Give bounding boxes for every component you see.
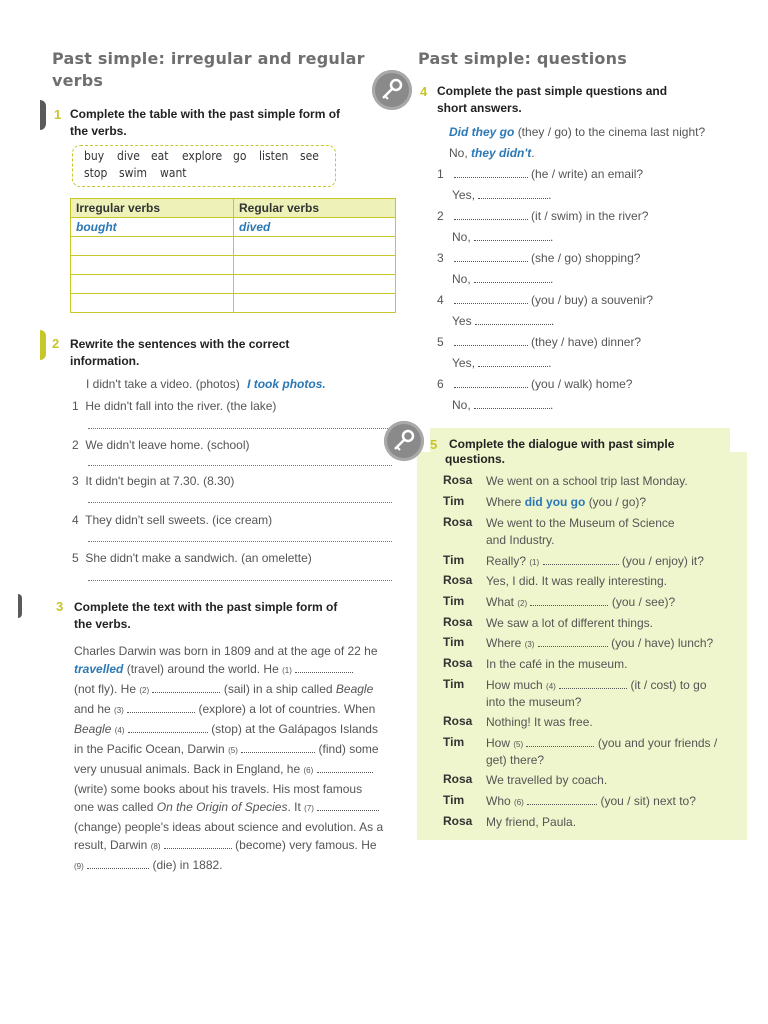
text-fragment: very unusual animals. Back in England, he [74,762,301,776]
table-header-row [71,199,396,218]
text-fragment: No, [449,146,468,160]
short-answer-prefix: No, [452,230,471,244]
text-fragment: . [531,146,535,160]
book-title: On the Origin of Species [156,800,288,814]
gap-number: (5) [513,740,524,749]
table-cell-blank[interactable] [71,294,234,313]
text-fragment: one was called [74,800,154,814]
table-cell-blank[interactable] [71,237,234,256]
answer-gap[interactable] [241,742,315,753]
answer-gap[interactable] [527,794,597,805]
text-fragment: (it / cost) to go [630,678,707,692]
verbs-table [70,198,396,313]
text-fragment: (you and your friends / [597,736,718,750]
text-line [74,720,394,740]
example-answer: they didn't [471,146,532,160]
text-fragment: (not fly). He [74,682,137,696]
exercise-2-item-4 [72,511,272,529]
text-line: Charles Darwin was born in 1809 and at the age of 22 he [74,644,378,658]
item-question: (he / write) an email? [531,167,644,181]
word: eat [151,149,169,163]
exercise-marker [18,594,22,618]
item-text: She didn't make a sandwich. (an omelette) [85,551,312,565]
item-number: 4 [72,513,79,527]
short-answer-prefix: Yes [452,314,472,328]
text-line [74,740,394,760]
text-line [74,856,394,876]
word: see [300,149,319,163]
gap-number: (4) [546,682,556,691]
item-number: 3 [72,474,79,488]
item-number: 5 [72,551,79,565]
word: dive [117,149,140,163]
dialogue-line: and Industry. [486,533,555,547]
speaker-name: Rosa [443,615,473,629]
text-fragment: (become) very famous. He [235,838,377,852]
text-fragment: . It [287,800,301,814]
exercise-4-item-5 [437,333,641,351]
answer-line[interactable] [88,465,392,466]
exercise-4-instruction-line2: short answers. [437,101,522,115]
exercise-4-answer-3: No, . [452,272,554,286]
exercise-1-number: 1 [54,107,62,122]
short-answer-prefix: Yes, [452,356,475,370]
text-fragment: (sail) in a ship called [223,682,333,696]
answer-gap[interactable] [454,335,528,346]
gap-number: (5) [228,746,238,755]
speaker-name: Rosa [443,573,473,587]
gap-number: (1) [529,558,540,567]
text-fragment: Who [486,794,511,808]
answer-gap[interactable] [474,398,550,409]
ship-name: Beagle [335,682,374,696]
speaker-name: Rosa [443,473,473,487]
key-icon [372,70,412,110]
text-fragment: Really? [486,554,527,568]
exercise-2-item-3 [72,472,234,490]
exercise-2-item-1 [72,397,276,415]
answer-gap[interactable] [478,356,548,367]
speaker-name: Rosa [443,772,473,786]
item-number: 3 [437,251,444,265]
answer-gap[interactable] [152,682,220,693]
text-line [74,836,394,856]
speaker-name: Rosa [443,814,473,828]
gap-number: (6) [514,798,524,807]
exercise-marker [40,330,46,360]
item-number: 5 [437,335,444,349]
key-icon [384,421,424,461]
speaker-name: Tim [443,793,465,807]
answer-line[interactable] [88,541,392,542]
exercise-4-item-6 [437,375,632,393]
item-number: 2 [72,438,79,452]
item-question: (you / walk) home? [531,377,633,391]
table-cell-example: bought [71,218,234,237]
item-text: It didn't begin at 7.30. (8.30) [85,474,235,488]
text-fragment: (you / see)? [611,595,676,609]
answer-gap[interactable] [454,293,528,304]
answer-gap[interactable] [454,167,528,178]
exercise-4-example-answer [449,144,535,162]
example-sentence: I didn't take a video. (photos) [86,377,240,391]
word: want [160,166,187,180]
answer-gap[interactable] [475,314,551,325]
short-answer-prefix: No, [452,272,471,286]
answer-gap[interactable] [454,251,528,262]
item-text: They didn't sell sweets. (ice cream) [85,513,273,527]
exercise-4-instruction-line1: Complete the past simple questions and [437,84,668,98]
exercise-4-item-1 [437,165,643,183]
exercise-3-number: 3 [56,599,64,614]
dialogue-line: Nothing! It was free. [486,715,593,729]
text-fragment: (you / enjoy) it? [621,554,704,568]
exercise-5-instruction-line2: questions. [445,452,506,466]
gap-number: (7) [304,804,314,813]
table-header-irregular: Irregular verbs [71,199,234,218]
dialogue-line [486,677,707,695]
answer-gap[interactable] [454,377,528,388]
speaker-name: Tim [443,735,465,749]
item-question: (they / have) dinner? [531,335,642,349]
exercise-4-answer-1: Yes, . [452,188,552,202]
exercise-3-instruction-line1: Complete the text with the past simple form of [74,600,338,614]
text-fragment: How [486,736,511,750]
table-row [71,275,396,294]
gap-number: (2) [139,686,150,695]
exercise-5-instruction-line1: Complete the dialogue with past simple [449,437,675,451]
answer-gap[interactable] [317,800,379,811]
speaker-name: Rosa [443,714,473,728]
text-fragment: (stop) at the Galápagos Islands [211,722,378,736]
text-fragment: (they / go) to the cinema last night? [517,125,706,139]
item-number: 1 [72,399,79,413]
table-row [71,237,396,256]
exercise-2-number: 2 [52,336,60,351]
text-fragment: What [486,595,515,609]
answer-gap[interactable] [295,662,353,673]
dialogue-line [486,594,675,612]
text-fragment: (you / sit) next to? [600,794,696,808]
text-fragment: and he [74,702,111,716]
exercise-5-number: 5 [430,437,438,452]
dialogue-line: We saw a lot of different things. [486,616,653,630]
key-glyph [372,70,412,110]
dialogue-line: into the museum? [486,695,582,709]
answer-gap[interactable] [128,722,208,733]
exercise-4-item-3 [437,249,640,267]
text-line [74,798,394,818]
text-fragment: (find) some [318,742,379,756]
dialogue-line [486,494,646,511]
exercise-4-item-2 [437,207,648,225]
table-cell-blank[interactable] [234,275,396,294]
exercise-4-example-question [449,123,705,141]
gap-number: (3) [524,640,535,649]
answer-gap[interactable] [164,838,232,849]
text-line [74,680,394,700]
exercise-4-item-4 [437,291,653,309]
dialogue-line: get) there? [486,753,545,767]
table-cell-blank[interactable] [234,294,396,313]
answer-gap[interactable] [454,209,528,220]
dialogue-line: Yes, I did. It was really interesting. [486,574,667,588]
table-cell-blank[interactable] [71,256,234,275]
speaker-name: Tim [443,635,465,649]
word: swim [119,166,147,180]
gap-number: (1) [282,666,292,675]
exercise-2-example [86,375,326,393]
item-text: We didn't leave home. (school) [85,438,250,452]
text-line [74,700,394,720]
text-line: (change) people's ideas about science and evolution. As a [74,820,384,834]
exercise-1-instruction-line1: Complete the table with the past simple form of [70,107,341,121]
speaker-name: Tim [443,553,465,567]
speaker-name: Tim [443,677,465,691]
exercise-4-answer-2: No, . [452,230,554,244]
answer-gap[interactable] [87,858,149,869]
answer-gap[interactable] [530,595,608,606]
item-number: 6 [437,377,444,391]
exercise-marker [40,100,46,130]
word: go [233,149,247,163]
word: listen [259,149,289,163]
example-answer: I took photos. [247,377,326,391]
exercise-4-answer-5: Yes, . [452,356,552,370]
right-title: Past simple: questions [418,49,627,68]
dialogue-line [486,553,704,571]
dialogue-line [486,735,717,753]
item-question: (you / buy) a souvenir? [531,293,654,307]
exercise-2-item-5 [72,549,312,567]
ship-name: Beagle [74,722,112,736]
short-answer-prefix: Yes, [452,188,475,202]
text-fragment: How much [486,678,543,692]
text-fragment: (die) in 1882. [152,858,223,872]
speaker-name: Rosa [443,515,473,529]
text-fragment: (you / go)? [588,495,647,509]
exercise-4-answer-4: Yes . [452,314,555,328]
exercise-4-number: 4 [420,84,428,99]
answer-gap[interactable] [526,736,594,747]
exercise-4-answer-6: No, . [452,398,554,412]
table-cell-blank[interactable] [234,237,396,256]
text-line [74,660,394,680]
dialogue-line: In the café in the museum. [486,657,628,671]
exercise-3-instruction-line2: the verbs. [74,617,131,631]
table-cell-blank[interactable] [234,256,396,275]
exercise-2-item-2 [72,436,250,454]
text-line [74,760,394,780]
gap-number: (3) [114,706,124,715]
table-header-regular: Regular verbs [234,199,396,218]
answer-gap[interactable] [543,554,619,565]
item-number: 2 [437,209,444,223]
exercise-1-instruction-line2: the verbs. [70,124,127,138]
gap-number: (2) [517,599,528,608]
speaker-name: Tim [443,594,465,608]
table-row [71,294,396,313]
speaker-name: Tim [443,494,465,508]
dialogue-line: We went on a school trip last Monday. [486,474,688,488]
dialogue-line: We travelled by coach. [486,773,608,787]
table-row [71,218,396,237]
gap-number: (4) [114,726,125,735]
word: buy [84,149,105,163]
table-cell-example: dived [234,218,396,237]
answer-gap[interactable] [127,702,195,713]
table-cell-blank[interactable] [71,275,234,294]
exercise-2-instruction-line1: Rewrite the sentences with the correct [70,337,290,351]
answer-gap[interactable] [317,762,373,773]
text-fragment: Where [486,636,522,650]
key-glyph [384,421,424,461]
dialogue-line [486,793,696,811]
dialogue-line [486,635,713,653]
word: stop [84,166,108,180]
text-fragment: result, Darwin [74,838,148,852]
answer-line[interactable] [88,502,392,503]
table-row [71,256,396,275]
example-answer: Did they go [449,125,515,139]
text-fragment: (you / have) lunch? [611,636,714,650]
gap-number: (6) [303,766,314,775]
gap-number: (9) [74,862,84,871]
example-answer: did you go [524,495,586,509]
speaker-name: Rosa [443,656,473,670]
item-text: He didn't fall into the river. (the lake) [85,399,277,413]
answer-line[interactable] [88,580,392,581]
text-fragment: (travel) around the world. He [126,662,279,676]
left-title-line1: Past simple: irregular and regular [52,49,365,68]
answer-gap[interactable] [559,678,627,689]
item-question: (it / swim) in the river? [531,209,649,223]
answer-line[interactable] [88,428,392,429]
dialogue-line: My friend, Paula. [486,815,577,829]
item-question: (she / go) shopping? [531,251,641,265]
item-number: 4 [437,293,444,307]
text-fragment: Where [486,495,522,509]
text-fragment: (explore) a lot of countries. When [198,702,376,716]
answer-gap[interactable] [474,272,550,283]
answer-gap[interactable] [478,188,548,199]
word: explore [182,149,223,163]
text-fragment: in the Pacific Ocean, Darwin [74,742,225,756]
item-number: 1 [437,167,444,181]
short-answer-prefix: No, [452,398,471,412]
answer-gap[interactable] [538,636,608,647]
text-line: (write) some books about his travels. His most famous [74,782,363,796]
left-title-line2: verbs [52,71,104,90]
gap-number: (8) [150,842,161,851]
example-answer: travelled [74,662,124,676]
darwin-text [74,642,394,876]
exercise-2-instruction-line2: information. [70,354,140,368]
dialogue-line: We went to the Museum of Science [486,516,675,530]
answer-gap[interactable] [474,230,550,241]
